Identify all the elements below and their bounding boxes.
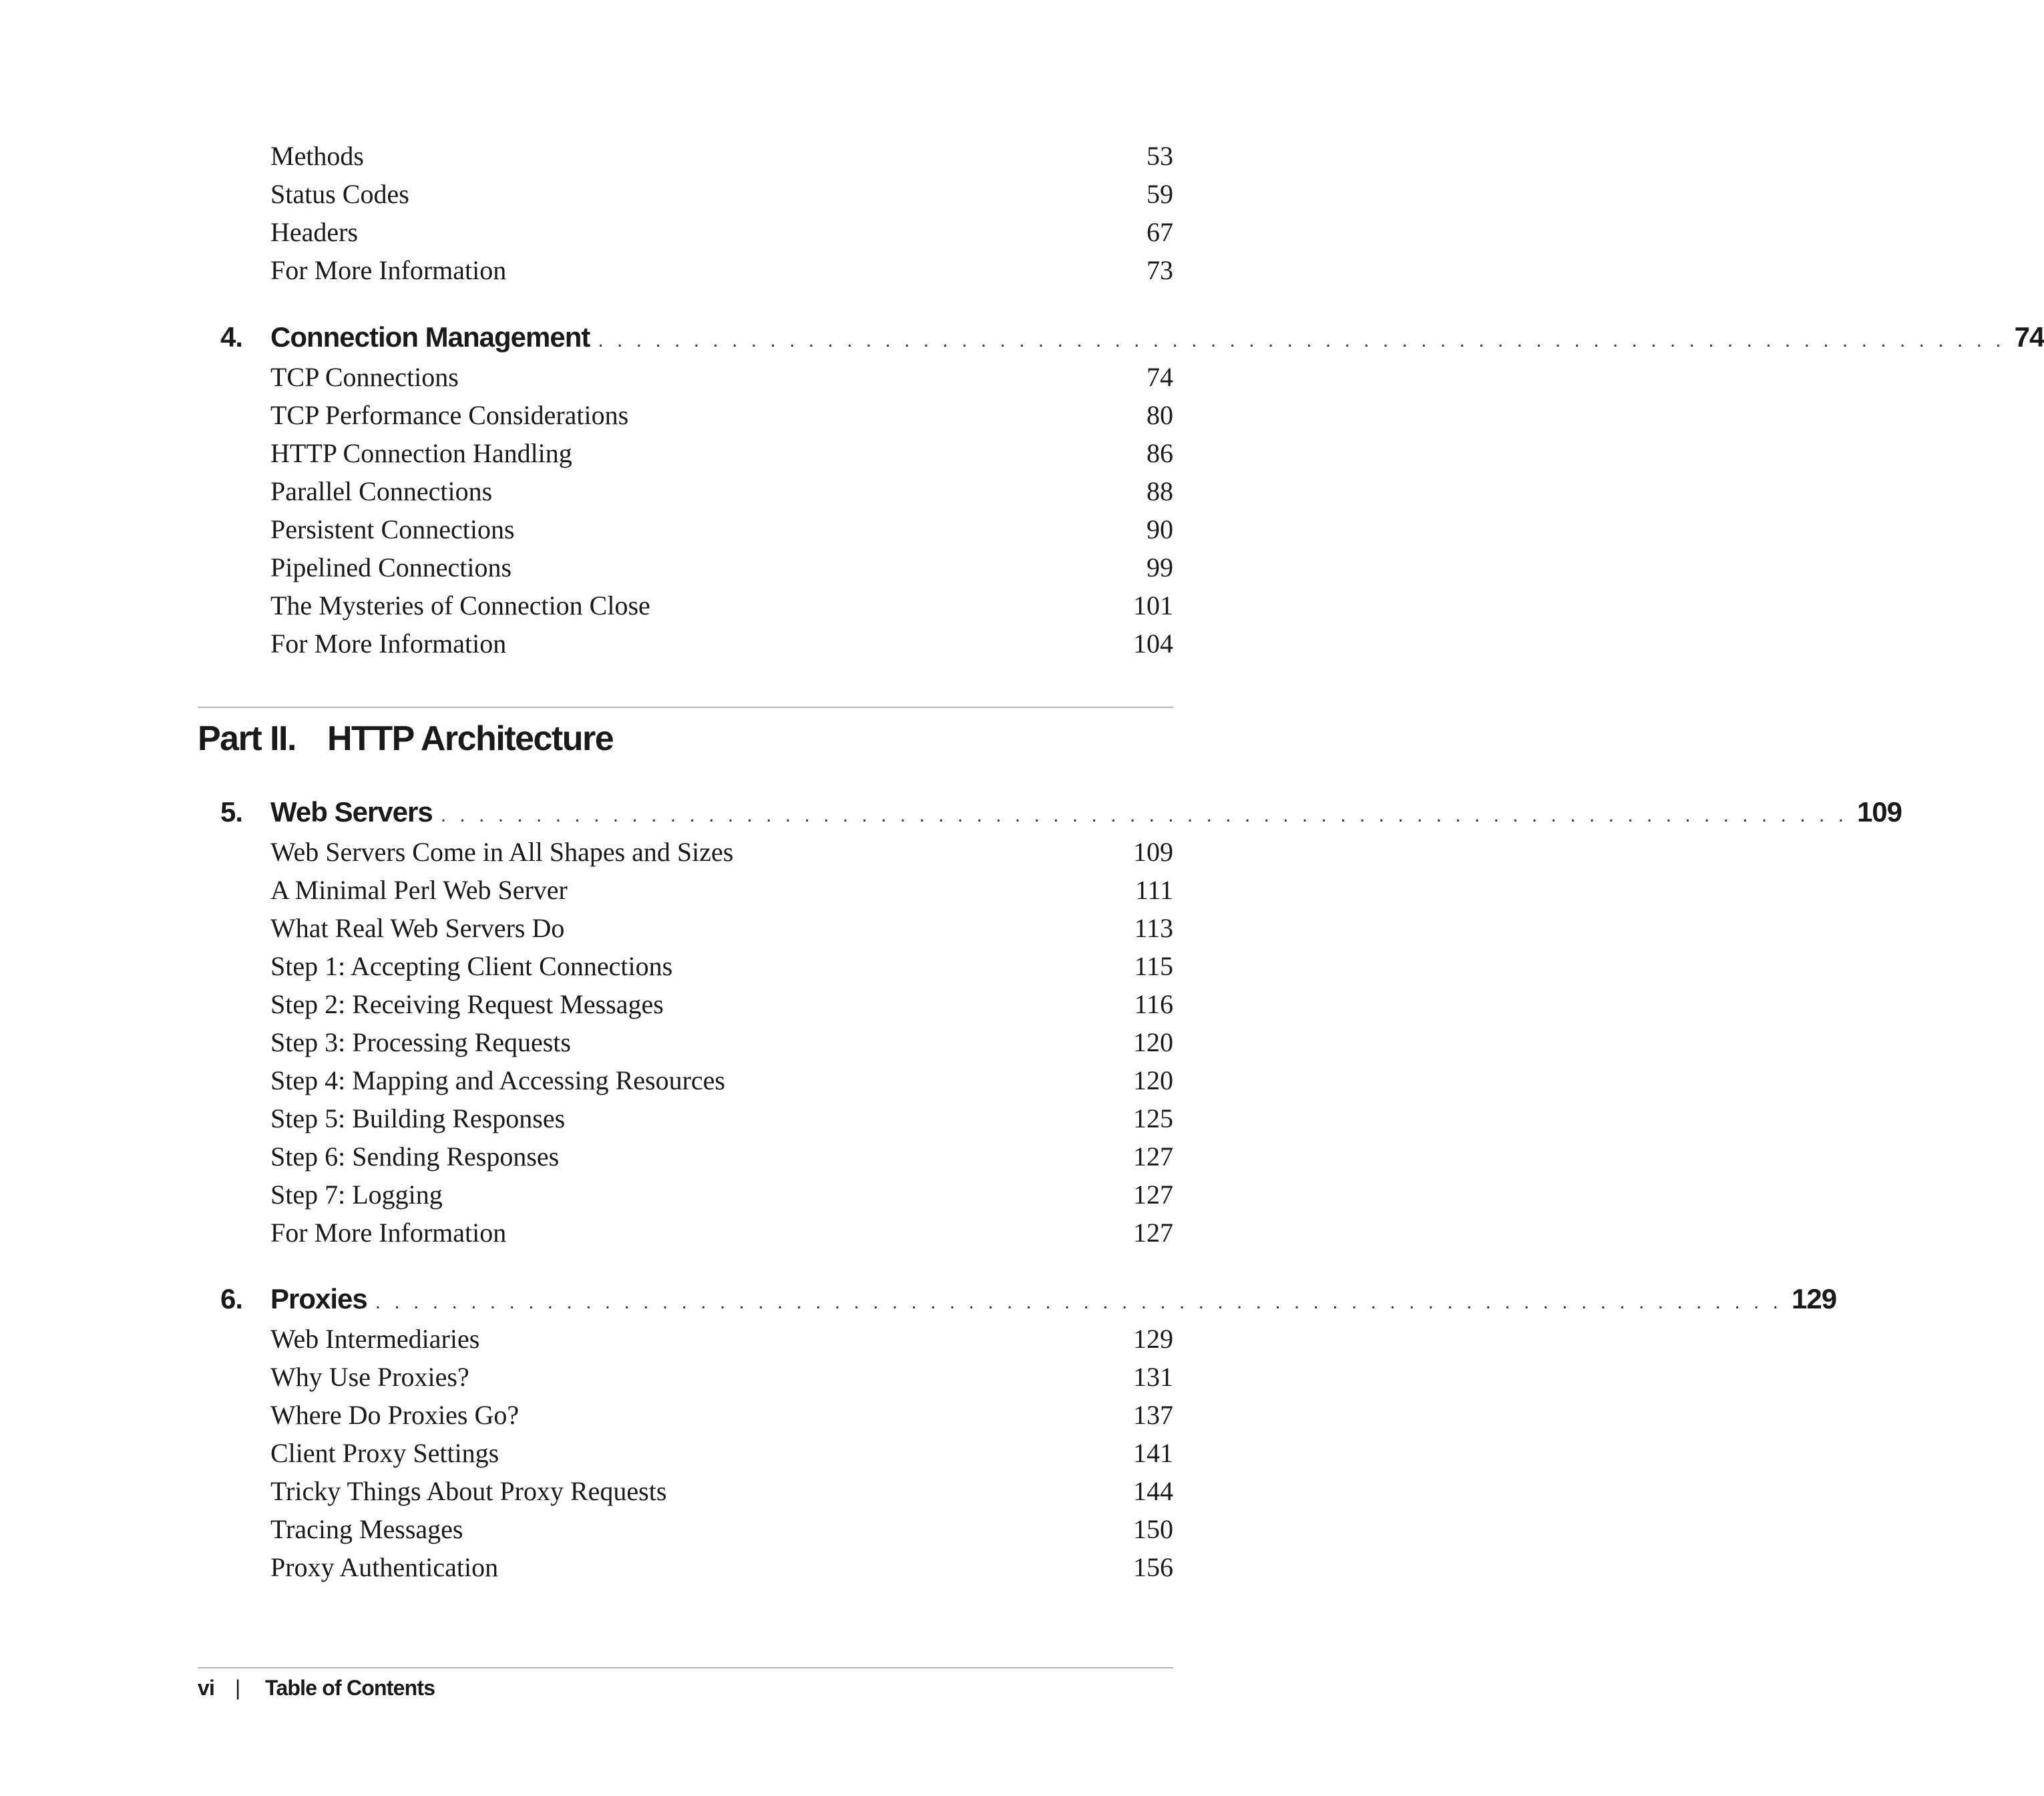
- part-divider: [198, 707, 1173, 708]
- toc-entry[interactable]: [270, 1510, 1173, 1548]
- chapter-heading-4[interactable]: [220, 317, 2044, 358]
- toc-entry[interactable]: [270, 1023, 1173, 1061]
- entry-title: Status Codes: [270, 179, 409, 209]
- toc-entry[interactable]: [270, 1137, 1173, 1176]
- entry-title: What Real Web Servers Do: [270, 913, 565, 943]
- entry-title: Web Intermediaries: [270, 1324, 480, 1354]
- toc-entry[interactable]: [270, 396, 1173, 434]
- entry-page: 99: [1147, 552, 1173, 582]
- entry-title: Step 7: Logging: [270, 1180, 443, 1210]
- toc-entry[interactable]: [270, 909, 1173, 947]
- toc-entry[interactable]: [270, 137, 1173, 175]
- entry-page: 131: [1133, 1362, 1173, 1392]
- toc-entry[interactable]: [270, 871, 1173, 909]
- toc-entry[interactable]: [270, 1548, 1173, 1586]
- entry-page: 120: [1133, 1065, 1173, 1095]
- chapter-heading-5[interactable]: [220, 791, 1902, 833]
- toc-entry[interactable]: [270, 1396, 1173, 1434]
- chapter-number: 5.: [220, 796, 243, 828]
- entry-title: The Mysteries of Connection Close: [270, 590, 650, 620]
- entry-page: 137: [1133, 1400, 1173, 1430]
- toc-entry[interactable]: [270, 1214, 1173, 1252]
- footer-page-numeral: vi: [198, 1676, 215, 1700]
- entry-page: 129: [1133, 1324, 1173, 1354]
- toc-entry[interactable]: [270, 1099, 1173, 1137]
- chapter-title: Proxies: [270, 1283, 367, 1314]
- entry-page: 113: [1134, 913, 1173, 943]
- entry-title: Client Proxy Settings: [270, 1438, 499, 1468]
- entry-title: TCP Connections: [270, 362, 459, 392]
- toc-entry[interactable]: [270, 510, 1173, 548]
- entry-title: Proxy Authentication: [270, 1552, 499, 1582]
- toc-entry[interactable]: [270, 1176, 1173, 1214]
- entry-title: Tricky Things About Proxy Requests: [270, 1476, 667, 1506]
- entry-page: 67: [1147, 217, 1173, 247]
- entry-page: 101: [1133, 590, 1173, 620]
- entry-title: For More Information: [270, 255, 507, 285]
- toc-entry[interactable]: [270, 358, 1173, 396]
- dot-leader: . . . . . . . . . . . . . . . . . . . . . . . . . . . . . . . . . . . . . . . . . . . . . . . . . . . . . . . . . . . . . . . . . . . . . . . . . .: [598, 329, 2005, 351]
- toc-entry[interactable]: [270, 1434, 1173, 1472]
- chapter-page: 129: [1792, 1283, 1837, 1314]
- footer-rule: [198, 1667, 1173, 1668]
- entry-page: 127: [1133, 1141, 1173, 1172]
- entry-title: Pipelined Connections: [270, 552, 512, 582]
- entry-page: 53: [1147, 141, 1173, 171]
- toc-entry[interactable]: [270, 947, 1173, 985]
- entry-page: 73: [1147, 255, 1173, 285]
- entry-title: Step 5: Building Responses: [270, 1103, 566, 1133]
- entry-title: For More Information: [270, 1218, 507, 1248]
- entry-title: A Minimal Perl Web Server: [270, 875, 568, 905]
- toc-entry[interactable]: [270, 1472, 1173, 1510]
- entry-title: Step 4: Mapping and Accessing Resources: [270, 1065, 725, 1095]
- entry-title: Persistent Connections: [270, 514, 515, 544]
- entry-title: Why Use Proxies?: [270, 1362, 469, 1392]
- footer-running-title: Table of Contents: [265, 1676, 435, 1700]
- entry-page: 127: [1133, 1218, 1173, 1248]
- chapter-title: Connection Management: [270, 321, 590, 353]
- entry-page: 150: [1133, 1514, 1173, 1544]
- part-title: HTTP Architecture: [327, 719, 614, 758]
- entry-title: TCP Performance Considerations: [270, 400, 629, 430]
- entry-page: 80: [1147, 400, 1173, 430]
- entry-title: Where Do Proxies Go?: [270, 1400, 520, 1430]
- toc-entry[interactable]: [270, 548, 1173, 586]
- toc-entry[interactable]: [270, 434, 1173, 472]
- dot-leader: . . . . . . . . . . . . . . . . . . . . . . . . . . . . . . . . . . . . . . . . . . . . . . . . . . . . . . . . . . . . . . . . . . . . . . . . . .: [440, 804, 1848, 826]
- entry-page: 116: [1134, 989, 1173, 1019]
- toc-entry[interactable]: [270, 251, 1173, 289]
- entry-title: Web Servers Come in All Shapes and Sizes: [270, 837, 734, 867]
- toc-entry[interactable]: [270, 985, 1173, 1023]
- entry-page: 90: [1147, 514, 1173, 544]
- entry-title: For More Information: [270, 628, 507, 659]
- chapter-page: 74: [2014, 321, 2044, 353]
- entry-title: Tracing Messages: [270, 1514, 463, 1544]
- entry-title: Headers: [270, 217, 359, 247]
- chapter-heading-6[interactable]: [220, 1278, 1837, 1320]
- entry-page: 111: [1135, 875, 1173, 905]
- entry-page: 115: [1134, 951, 1173, 981]
- entry-page: 125: [1133, 1103, 1173, 1133]
- entry-title: Step 3: Processing Requests: [270, 1027, 571, 1057]
- entry-page: 120: [1133, 1027, 1173, 1057]
- entry-page: 88: [1147, 476, 1173, 506]
- dot-leader: . . . . . . . . . . . . . . . . . . . . . . . . . . . . . . . . . . . . . . . . . . . . . . . . . . . . . . . . . . . . . . . . . . . . . . . . . .: [375, 1291, 1783, 1313]
- entry-title: HTTP Connection Handling: [270, 438, 572, 468]
- toc-entry[interactable]: [270, 1061, 1173, 1099]
- entry-title: Parallel Connections: [270, 476, 493, 506]
- entry-page: 127: [1133, 1180, 1173, 1210]
- toc-entry[interactable]: [270, 175, 1173, 213]
- entry-page: 156: [1133, 1552, 1173, 1582]
- chapter-title: Web Servers: [270, 796, 433, 828]
- toc-entry[interactable]: [270, 833, 1173, 871]
- entry-title: Step 2: Receiving Request Messages: [270, 989, 664, 1019]
- toc-entry[interactable]: [270, 1320, 1173, 1358]
- entry-page: 59: [1147, 179, 1173, 209]
- entry-title: Step 1: Accepting Client Connections: [270, 951, 673, 981]
- entry-page: 144: [1133, 1476, 1173, 1506]
- part-label: Part II.: [198, 719, 296, 758]
- toc-entry[interactable]: [270, 624, 1173, 663]
- chapter-number: 6.: [220, 1283, 243, 1314]
- toc-entry[interactable]: [270, 213, 1173, 251]
- chapter-number: 4.: [220, 321, 243, 353]
- entry-page: 104: [1133, 628, 1173, 659]
- entry-page: 109: [1133, 837, 1173, 867]
- entry-title: Step 6: Sending Responses: [270, 1141, 560, 1172]
- footer-separator: |: [235, 1676, 240, 1700]
- toc-entry[interactable]: [270, 472, 1173, 510]
- toc-entry[interactable]: [270, 586, 1173, 624]
- entry-page: 74: [1147, 362, 1173, 392]
- entry-page: 86: [1147, 438, 1173, 468]
- entry-page: 141: [1133, 1438, 1173, 1468]
- chapter-page: 109: [1856, 796, 1902, 828]
- toc-entry[interactable]: [270, 1358, 1173, 1396]
- entry-title: Methods: [270, 141, 364, 171]
